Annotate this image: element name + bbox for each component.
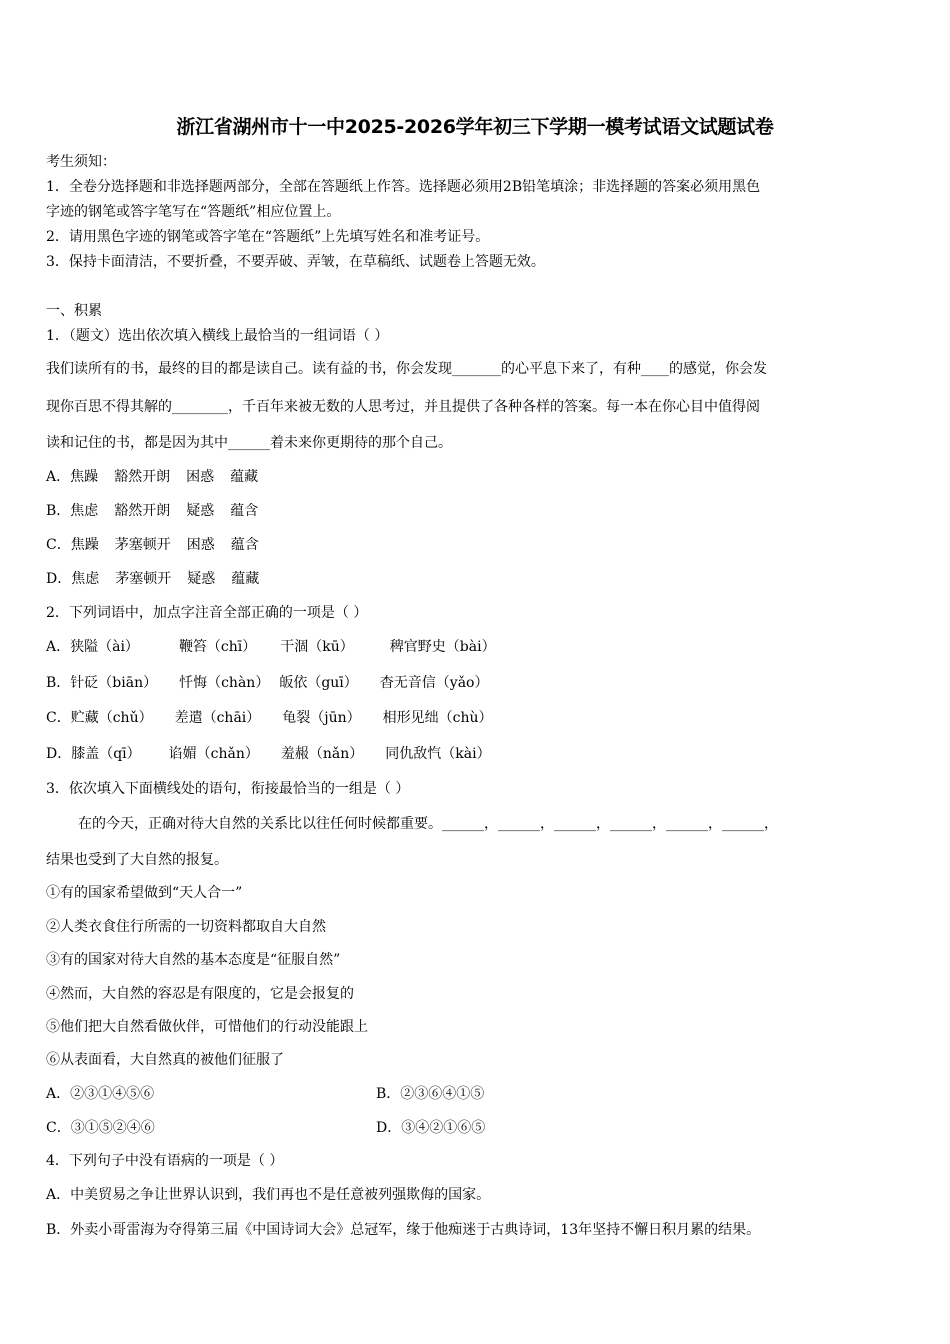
q4-option-b: B．外卖小哥雷海为夺得第三届《中国诗词大会》总冠军，缘于他痴迷于古典诗词，13年坚持不懈日积月累的结果。 xyxy=(46,1222,761,1238)
q3-sentence-5: ⑤他们把大自然看做伙伴，可惜他们的行动没能跟上 xyxy=(46,1019,368,1035)
q1-passage-line-3: 读和记住的书，都是因为其中______着未来你更期待的那个自己。 xyxy=(46,435,452,451)
notice-item-3: 3．保持卡面清洁，不要折叠，不要弄破、弄皱，在草稿纸、试题卷上答题无效。 xyxy=(46,254,545,270)
q2-stem: 2．下列词语中，加点字注音全部正确的一项是（ ） xyxy=(46,605,368,621)
q2-option-d xyxy=(46,744,906,764)
q4-option-a: A．中美贸易之争让世界认识到，我们再也不是任意被列强欺侮的国家。 xyxy=(46,1187,491,1203)
q2-d-item-1: D．膝盖（qī） xyxy=(46,746,141,762)
q1-b-label: B．焦虑 xyxy=(46,503,99,519)
q3-sentence-6: ⑥从表面看，大自然真的被他们征服了 xyxy=(46,1052,284,1068)
q2-d-item-4: 同仇敌忾（kài） xyxy=(385,746,491,762)
q1-option-b xyxy=(46,501,906,521)
q2-d-item-3: 羞赧（nǎn） xyxy=(280,746,364,762)
q3-options-row-2 xyxy=(46,1118,906,1138)
q1-a-label: A．焦躁 xyxy=(46,469,99,485)
q2-c-item-3: 龟裂（jūn） xyxy=(282,710,361,726)
notice-item-1b: 字迹的钢笔或答字笔写在“答题纸”相应位置上。 xyxy=(46,204,341,220)
q3-sentence-4: ④然而，大自然的容忍是有限度的，它是会报复的 xyxy=(46,986,354,1002)
q3-sentence-2: ②人类衣食住行所需的一切资料都取自大自然 xyxy=(46,919,326,935)
q1-a-word-3: 困惑 xyxy=(186,469,215,485)
q1-passage-line-2: 现你百思不得其解的________，千百年来被无数的人思考过，并且提供了各种各样的答案。每一本在你心目中值得阅 xyxy=(46,399,760,415)
q1-c-label: C．焦躁 xyxy=(46,537,99,553)
q1-option-a xyxy=(46,467,906,487)
q3-option-b: B．②③⑥④①⑤ xyxy=(376,1086,485,1102)
q1-c-word-2: 茅塞顿开 xyxy=(114,537,171,553)
q2-d-item-2: 谄媚（chǎn） xyxy=(168,746,259,762)
q1-c-word-4: 蕴含 xyxy=(230,537,259,553)
q1-option-d xyxy=(46,569,906,589)
notice-item-1a: 1．全卷分选择题和非选择题两部分，全部在答题纸上作答。选择题必须用2B铅笔填涂；非选择题的答案必须用黑色 xyxy=(46,179,761,195)
q3-passage-line-1: 在的今天，正确对待大自然的关系比以往任何时候都重要。______，______，______，______，______，______， xyxy=(78,816,778,832)
q2-option-b xyxy=(46,673,906,693)
notice-item-2: 2．请用黑色字迹的钢笔或答字笔在“答题纸”上先填写姓名和准考证号。 xyxy=(46,229,490,245)
q2-option-c xyxy=(46,708,906,728)
q1-a-word-4: 蕴藏 xyxy=(230,469,259,485)
q1-d-word-4: 蕴藏 xyxy=(231,571,260,587)
q2-a-item-4: 稗官野史（bài） xyxy=(389,639,496,655)
q3-sentence-3: ③有的国家对待大自然的基本态度是“征服自然” xyxy=(46,952,341,968)
page-title: 浙江省湖州市十一中2025-2026学年初三下学期一模考试语文试题试卷 xyxy=(176,116,774,138)
notice-heading: 考生须知： xyxy=(46,154,116,170)
q2-option-a xyxy=(46,637,906,657)
q1-d-word-3: 疑惑 xyxy=(187,571,216,587)
q2-c-item-4: 相形见绌（chù） xyxy=(382,710,493,726)
q3-options-row-1 xyxy=(46,1084,906,1104)
q3-option-c: C．③①⑤②④⑥ xyxy=(46,1120,155,1136)
q1-d-word-2: 茅塞顿开 xyxy=(115,571,172,587)
q1-b-word-4: 蕴含 xyxy=(230,503,259,519)
q4-stem: 4．下列句子中没有语病的一项是（ ） xyxy=(46,1153,284,1169)
section-heading: 一、积累 xyxy=(46,303,102,319)
q2-b-item-4: 杳无音信（yǎo） xyxy=(379,675,489,691)
q2-a-item-1: A．狭隘（ài） xyxy=(46,639,139,655)
q1-d-label: D．焦虑 xyxy=(46,571,100,587)
q3-passage-line-2: 结果也受到了大自然的报复。 xyxy=(46,852,228,868)
q3-stem: 3．依次填入下面横线处的语句，衔接最恰当的一组是（ ） xyxy=(46,781,410,797)
q3-option-a: A．②③①④⑤⑥ xyxy=(46,1086,155,1102)
q3-option-d: D．③④②①⑥⑤ xyxy=(376,1120,486,1136)
q1-b-word-2: 豁然开朗 xyxy=(114,503,171,519)
q1-b-word-3: 疑惑 xyxy=(186,503,215,519)
q2-a-item-3: 干涸（kū） xyxy=(280,639,354,655)
q1-passage-line-1: 我们读所有的书，最终的目的都是读自己。读有益的书，你会发现_______的心平息下来了，有种____的感觉，你会发 xyxy=(46,361,767,377)
q1-c-word-3: 困惑 xyxy=(186,537,215,553)
q2-b-item-3: 皈依（guī） xyxy=(279,675,358,691)
q2-b-item-1: B．针砭（biān） xyxy=(46,675,158,691)
q2-b-item-2: 忏悔（chàn） xyxy=(179,675,270,691)
q3-sentence-1: ①有的国家希望做到“天人合一” xyxy=(46,885,243,901)
q1-option-c xyxy=(46,535,906,555)
q1-a-word-2: 豁然开朗 xyxy=(114,469,171,485)
q2-c-item-2: 差遣（chāi） xyxy=(174,710,261,726)
q1-stem: 1．（题文）选出依次填入横线上最恰当的一组词语（ ） xyxy=(46,328,389,344)
q2-a-item-2: 鞭笞（chī） xyxy=(178,639,257,655)
q2-c-item-1: C．贮藏（chǔ） xyxy=(46,710,153,726)
